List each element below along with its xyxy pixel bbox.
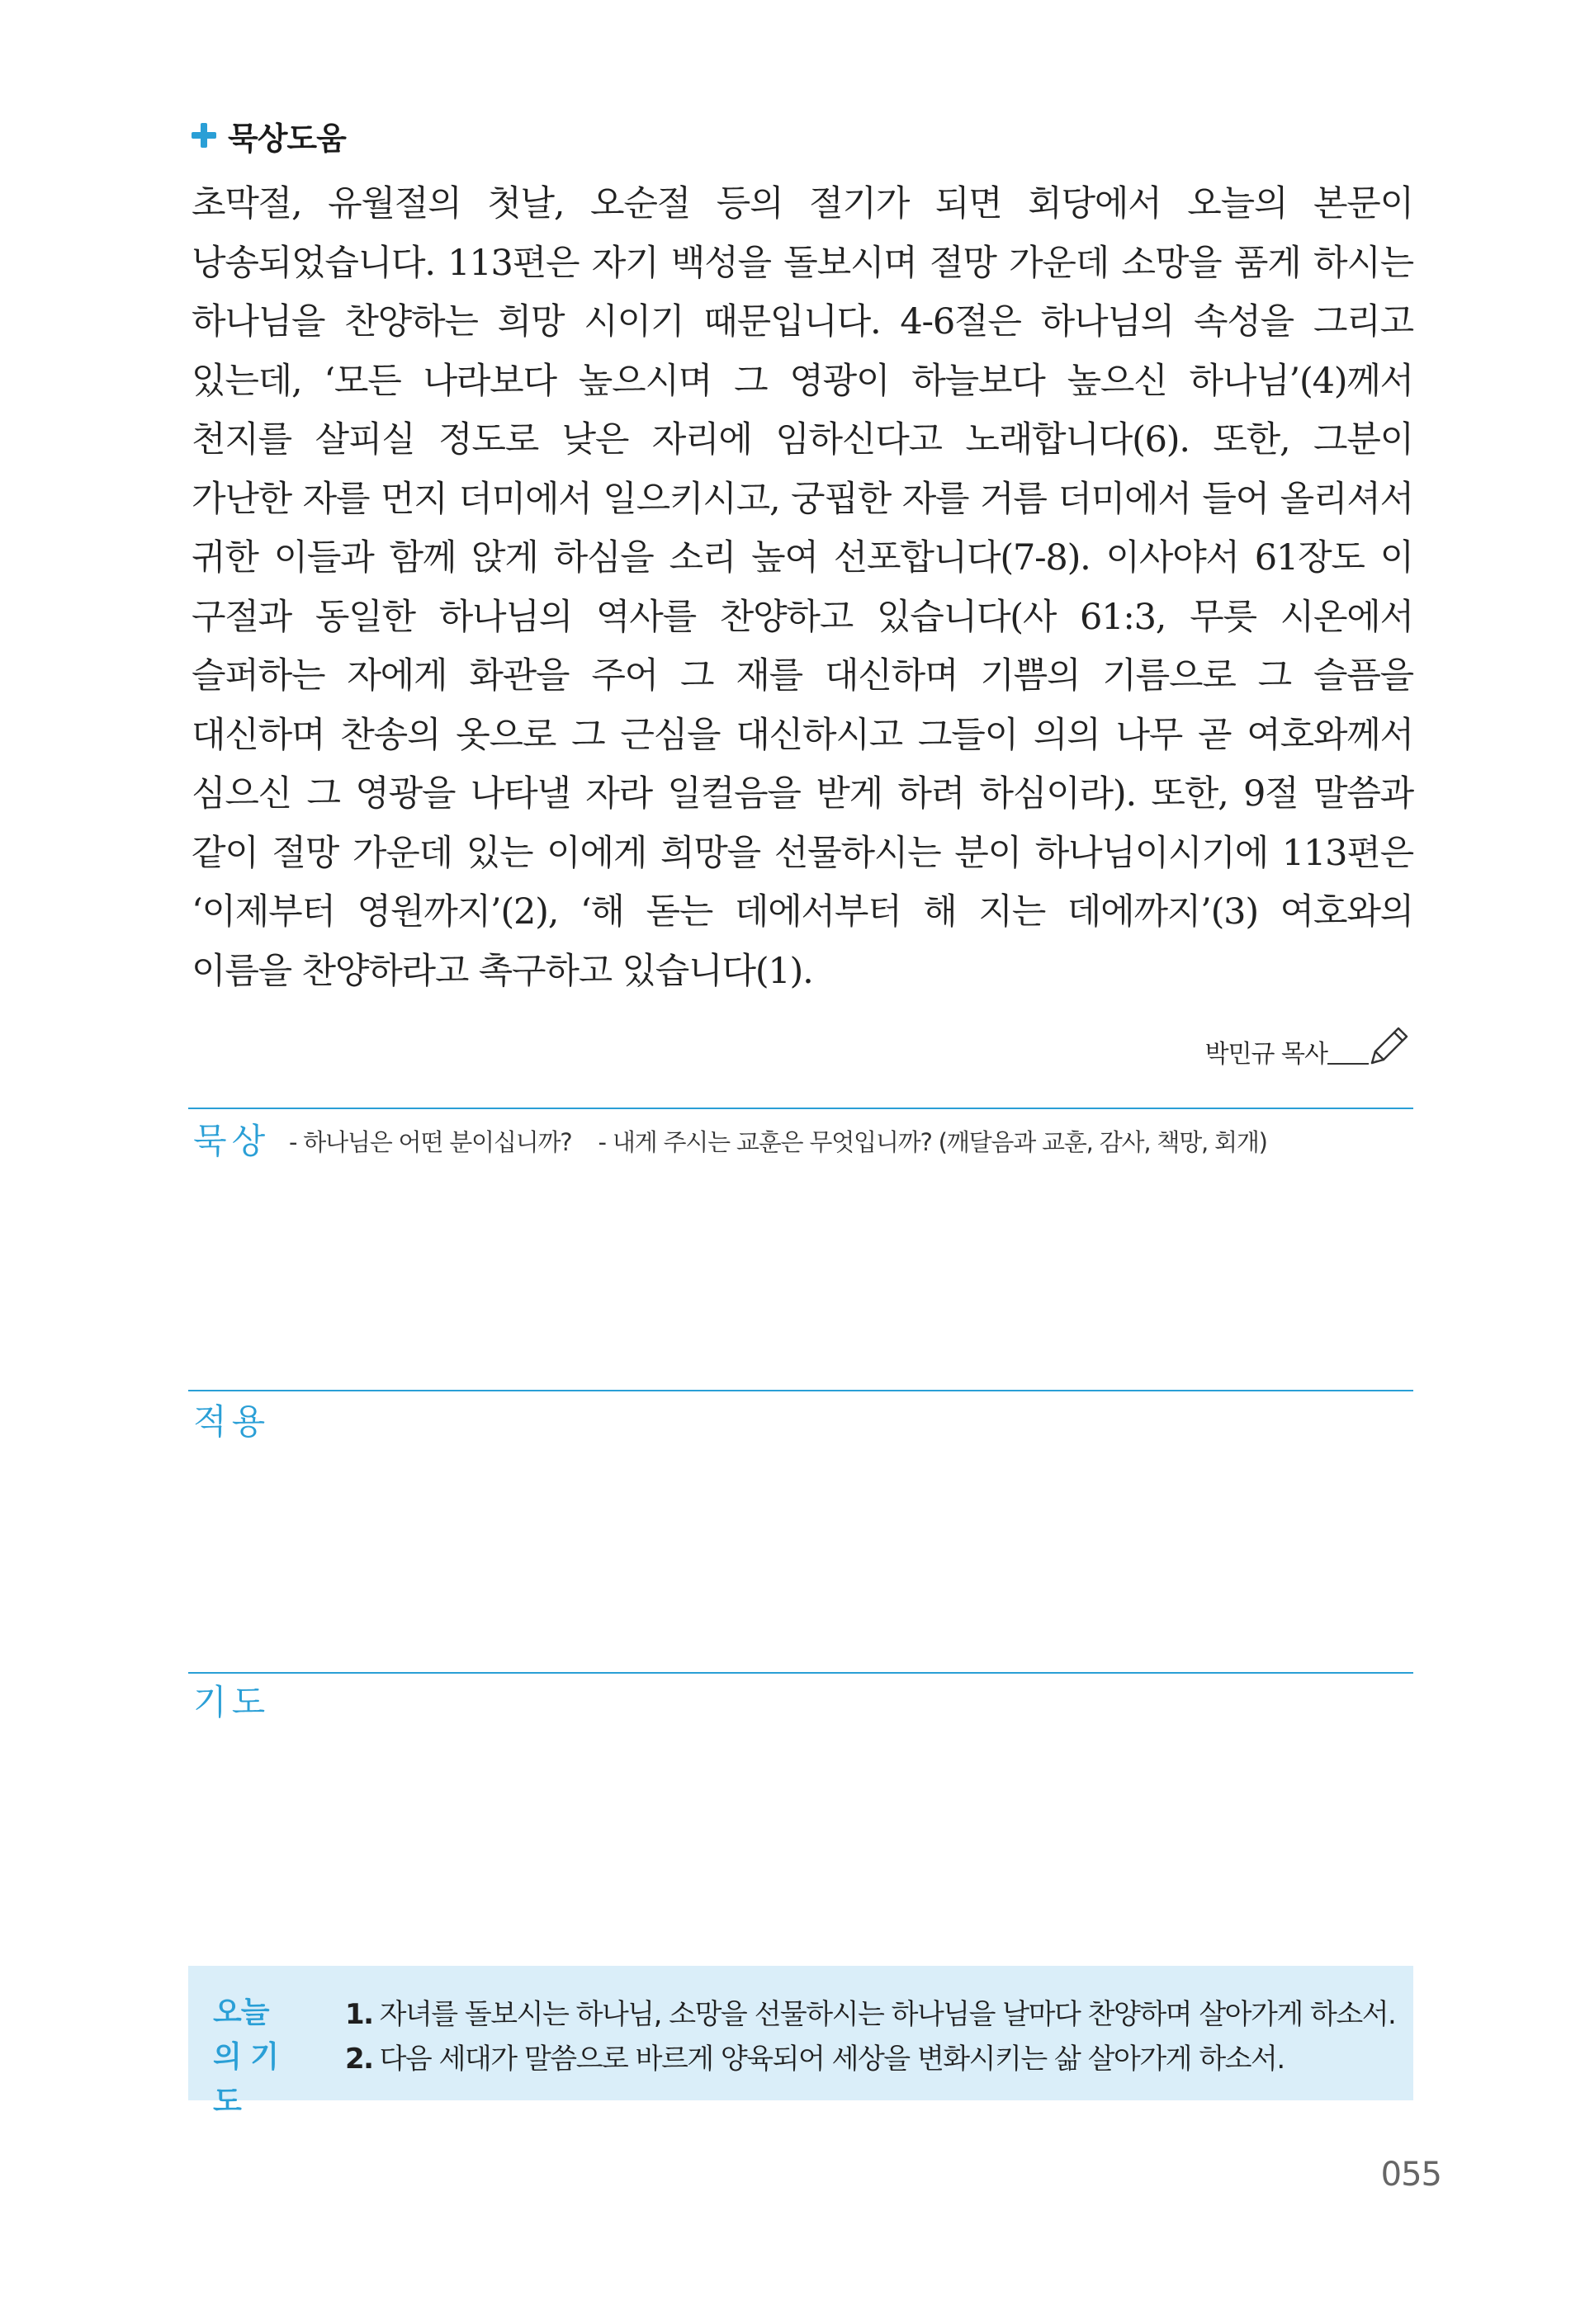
meditation-prompt: - 하나님은 어떤 분이십니까? - 내게 주시는 교훈은 무엇입니까? (깨달음과 교훈, 감사, 책망, 회개)	[289, 1128, 1267, 1156]
signature-line	[1327, 1063, 1369, 1065]
author-name: 박민규 목사	[1204, 1040, 1327, 1069]
pencil-icon	[1364, 1022, 1413, 1071]
prayer-item-text: 자녀를 돌보시는 하나님, 소망을 선물하시는 하나님을 날마다 찬양하며 살아가게 하소서.	[379, 1998, 1396, 2031]
prayer-label: 기도	[193, 1682, 271, 1722]
application-divider	[188, 1390, 1413, 1391]
prayer-item	[345, 2037, 1395, 2081]
prayer-item-number: 1.	[345, 1998, 373, 2031]
meditation-divider	[188, 1108, 1413, 1109]
prayer-divider	[188, 1672, 1413, 1674]
todays-prayer-label: 오늘의 기도	[213, 1996, 279, 2119]
prayer-item-number: 2.	[345, 2043, 373, 2076]
application-label: 적용	[193, 1401, 271, 1442]
todays-prayer-box	[188, 1966, 1413, 2119]
page-number: 055	[1380, 2156, 1441, 2194]
prayer-item-text: 다음 세대가 말씀으로 바르게 양육되어 세상을 변화시키는 삶 살아가게 하소서.	[379, 2043, 1285, 2076]
meditation-label: 묵상	[193, 1121, 271, 1161]
todays-prayer-list	[345, 1992, 1395, 2081]
author-signature	[1205, 1022, 1413, 1071]
section-heading	[192, 114, 346, 157]
heading-title: 묵상도움	[228, 120, 346, 157]
plus-icon	[192, 123, 216, 148]
prayer-item	[345, 1992, 1395, 2037]
meditation-help-paragraph: 초막절, 유월절의 첫날, 오순절 등의 절기가 되면 회당에서 오늘의 본문이 낭송되었습니다. 113편은 자기 백성을 돌보시며 절망 가운데 소망을 품게 하시는 하나님을 찬양하는 희망 시이기 때문입니다. 4-6절은 하나님의 속성을 그리고 있는데, ‘모든 나라보다 높으시며 그 영광이 하늘보다 높으신 하나님’(4)께서 천지를 살피실 정도로 낮은 자리에 임하신다고 노래합니다(6). 또한, 그분이 가난한 자를 먼지 더미에서 일으키시고, 궁핍한 자를 거름 더미에서 들어 올리셔서 귀한 이들과 함께 앉게 하심을 소리 높여 선포합니다(7-8). 이사야서 61장도 이 구절과 동일한 하나님의 역사를 찬양하고 있습니다(사 61:3, 무릇 시온에서 슬퍼하는 자에게 화관을 주어 그 재를 대신하며 기쁨의 기름으로 그 슬픔을 대신하며 찬송의 옷으로 그 근심을 대신하시고 그들이 의의 나무 곧 여호와께서 심으신 그 영광을 나타낼 자라 일컬음을 받게 하려 하심이라). 또한, 9절 말씀과 같이 절망 가운데 있는 이에게 희망을 선물하시는 분이 하나님이시기에 113편은 ‘이제부터 영원까지’(2), ‘해 돋는 데에서부터 해 지는 데에까지’(3) 여호와의 이름을 찬양하라고 촉구하고 있습니다(1).	[192, 183, 1413, 992]
